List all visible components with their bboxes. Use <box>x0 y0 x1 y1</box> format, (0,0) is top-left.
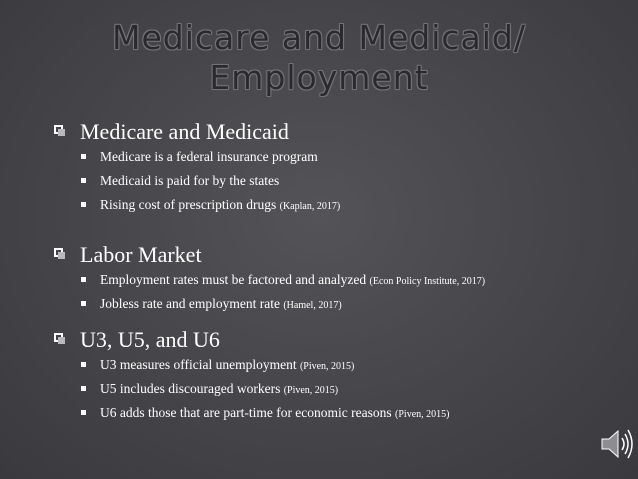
list-item <box>54 380 594 399</box>
title-line-1: Medicare and Medicaid/ <box>112 18 526 57</box>
title-line-2: Employment <box>209 58 429 97</box>
slide-title <box>0 18 638 98</box>
item-text: Medicare is a federal insurance program <box>100 149 318 164</box>
item-text: U5 includes discouraged workers <box>100 381 284 396</box>
section-heading-text: Medicare and Medicaid <box>80 119 289 144</box>
square-bullet-icon <box>81 154 86 159</box>
bullet-list <box>54 148 594 215</box>
item-text: Employment rates must be factored and analyzed <box>100 272 370 287</box>
square-bullet-icon <box>81 362 86 367</box>
item-text: Jobless rate and employment rate <box>100 296 284 311</box>
item-citation: (Piven, 2015) <box>283 385 339 396</box>
section-heading <box>54 326 594 354</box>
list-item <box>54 271 594 290</box>
bullet-list <box>54 271 594 314</box>
speaker-icon[interactable] <box>596 424 636 464</box>
section-heading-text: U3, U5, and U6 <box>80 327 220 352</box>
section-heading <box>54 118 594 146</box>
checkbox-square-icon <box>54 125 63 134</box>
checkbox-square-icon <box>54 333 63 342</box>
square-bullet-icon <box>81 410 86 415</box>
checkbox-square-icon <box>54 248 63 257</box>
bullet-list <box>54 356 594 423</box>
list-item <box>54 196 594 215</box>
item-citation: (Piven, 2015) <box>299 361 355 372</box>
list-item <box>54 172 594 191</box>
section-medicare-medicaid <box>54 118 594 215</box>
square-bullet-icon <box>81 202 86 207</box>
section-heading <box>54 241 594 269</box>
slide-content <box>54 118 594 428</box>
section-heading-text: Labor Market <box>80 242 202 267</box>
square-bullet-icon <box>81 178 86 183</box>
list-item <box>54 356 594 375</box>
square-bullet-icon <box>81 277 86 282</box>
item-text: U6 adds those that are part-time for economic reasons <box>100 405 396 420</box>
item-text: Rising cost of prescription drugs <box>100 197 280 212</box>
section-labor-market <box>54 241 594 314</box>
list-item <box>54 404 594 423</box>
item-text: U3 measures official unemployment <box>100 357 300 372</box>
item-citation: (Kaplan, 2017) <box>279 201 341 212</box>
item-citation: (Econ Policy Institute, 2017) <box>369 276 486 287</box>
list-item <box>54 295 594 314</box>
square-bullet-icon <box>81 301 86 306</box>
item-citation: (Piven, 2015) <box>395 409 450 420</box>
list-item <box>54 148 594 167</box>
item-text: Medicaid is paid for by the states <box>100 173 280 188</box>
item-citation: (Hamel, 2017) <box>283 300 342 311</box>
square-bullet-icon <box>81 386 86 391</box>
section-u3-u5-u6 <box>54 326 594 423</box>
